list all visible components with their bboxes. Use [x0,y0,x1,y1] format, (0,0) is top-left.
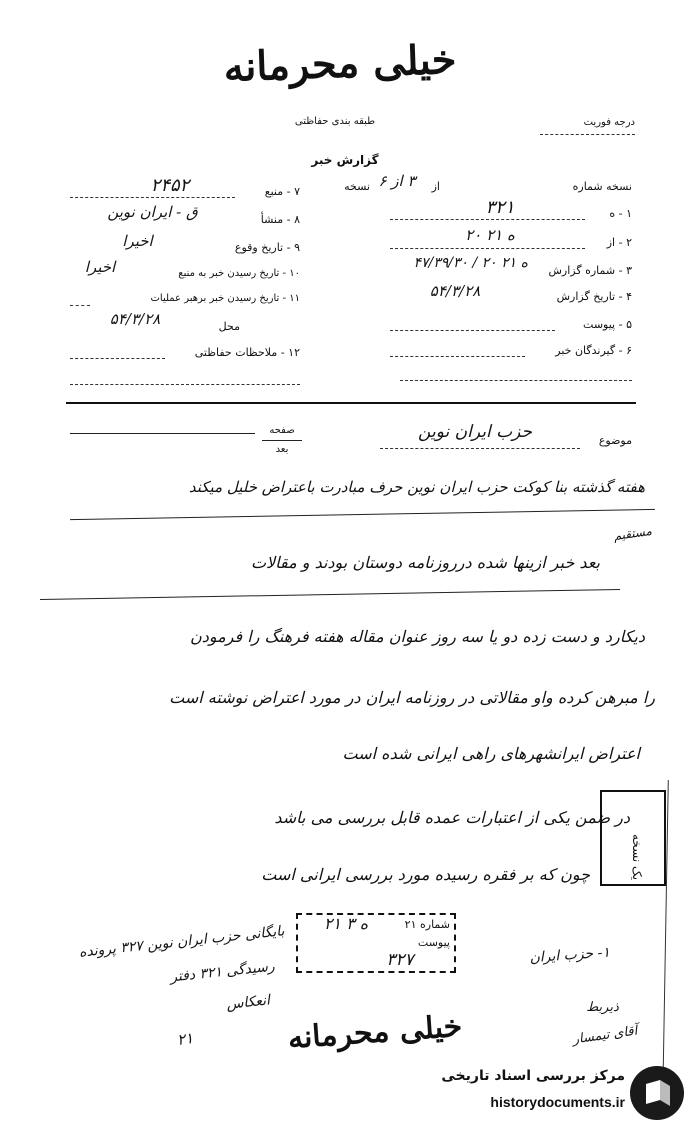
center-stamp-line2: پیوست [417,936,450,949]
classification-top: خیلی محرمانه [222,35,458,92]
form-field-1-label: ۱ - ه [609,207,632,220]
body-underline-1 [70,509,655,520]
page-fraction-line [262,440,302,441]
body-line-6: در ضمن یکی از اعتبارات عمده قابل بررسی می باشد [274,808,630,827]
body-line-3: دیکارد و دست زده دو یا سه روز عنوان مقاله هفته فرهنگ را فرمودن [190,627,645,646]
form-field-12-line [70,346,165,359]
watermark-url: historydocuments.ir [490,1094,625,1110]
archive-logo-icon [630,1066,684,1120]
body-line-7: چون که بر فقره رسیده مورد بررسی ایرانی است [261,865,590,884]
center-stamp-number: ۳۲۷ [386,950,414,970]
page-sub: بعد [275,444,289,455]
side-stamp-text: یک نسخه [630,833,644,880]
form-field-7-value: ۲۴۵۲ [150,175,190,196]
form-field-5-label: ۵ - پیوست [583,318,632,331]
form-field-1-value: ۳۲۱ [485,197,515,218]
page-line [70,433,255,434]
form-copy-value: ۳ از ۶ [378,172,416,190]
form-field-12-label: ۱۲ - ملاحظات حفاظتی [194,346,300,359]
form-field-3-label: ۳ - شماره گزارش [548,264,632,277]
form-field-9-value: اخیرا [122,232,153,250]
watermark-title: مرکز بررسی اسناد تاریخی [441,1068,625,1084]
form-field-7-label: ۷ - منبع [264,185,300,198]
form-location-label: محل [218,320,240,333]
body-underline-2 [40,589,620,600]
classification-subtitle: طبقه بندی حفاظتی [294,116,376,127]
priority-line [540,134,635,135]
form-field-3-value: ۴۷/۳۹/۳۰ / ۲۰ ه ۲۱ [413,255,528,271]
form-field-9-label: ۹ - تاریخ وقوع [234,241,300,254]
body-line-5: اعتراض ایرانشهرهای راهی ایرانی شده است [342,744,640,763]
bottom-note-2: رسیدگی ۳۲۱ دفتر [169,958,276,986]
bottom-center-note: ۱- حزب ایران [529,944,611,967]
form-location-value: ۵۴/۳/۲۸ [109,310,161,328]
bottom-right-note: ذیربط [586,1000,619,1015]
form-field-12-line2 [70,372,300,385]
form-field-6-line2 [400,368,632,381]
form-field-8-label: ۸ - منشأ [260,213,300,226]
subject-label: موضوع [598,434,632,447]
form-field-10-value: اخیرا [84,258,116,276]
report-header: گزارش خبر [311,153,379,167]
form-field-2-value: ۲۰ ه ۲۱ [465,226,515,244]
page-label: صفحه [269,425,295,436]
form-field-2-label: ۲ - از [606,236,632,249]
form-field-8-value: ق - ایران نوین [107,203,198,221]
classification-bottom: خیلی محرمانه [286,1008,464,1057]
center-stamp-line1: شماره ۲۱ [404,918,450,931]
subject-value: حزب ایران نوین [418,422,532,442]
form-field-5-line [390,318,555,331]
form-field-6-line [390,344,525,357]
header-divider [66,402,636,404]
form-field-4-label: ۴ - تاریخ گزارش [556,290,632,303]
bottom-note-3: انعکاس [225,992,271,1013]
body-line-4: را مبرهن کرده واو مقالاتی در روزنامه ایران در مورد اعتراض نوشته است [169,688,655,707]
priority-label: درجه فوریت [583,117,635,128]
form-field-10-label: ۱۰ - تاریخ رسیدن خبر به منبع [178,268,300,279]
form-copy-mid: از [431,180,440,193]
bottom-left-signature: ۲۱ [175,1028,195,1050]
form-field-6-label: ۶ - گیرندگان خبر [555,344,632,357]
center-stamp-hand: ۲۱ ه ۳ [323,914,369,933]
bottom-right-signature: آقای تیمسار [571,1023,639,1048]
form-copy-label: نسخه شماره [572,180,632,193]
form-field-11-line [70,293,90,306]
body-line-2: بعد خبر ازینها شده درروزنامه دوستان بودند و مقالات [250,553,600,572]
form-field-4-value: ۵۴/۳/۲۸ [429,282,481,300]
margin-note: مستقیم [612,523,653,544]
form-copy-tail: نسخه [344,180,370,193]
form-field-11-label: ۱۱ - تاریخ رسیدن خبر برهبر عملیات [150,293,300,304]
body-line-1: هفته گذشته بنا کوکت حزب ایران نوین حرف مبادرت باعتراض خلیل میکند [188,478,645,496]
bottom-note-1: بایگانی حزب ایران نوین ۳۲۷ پرونده [78,923,286,961]
